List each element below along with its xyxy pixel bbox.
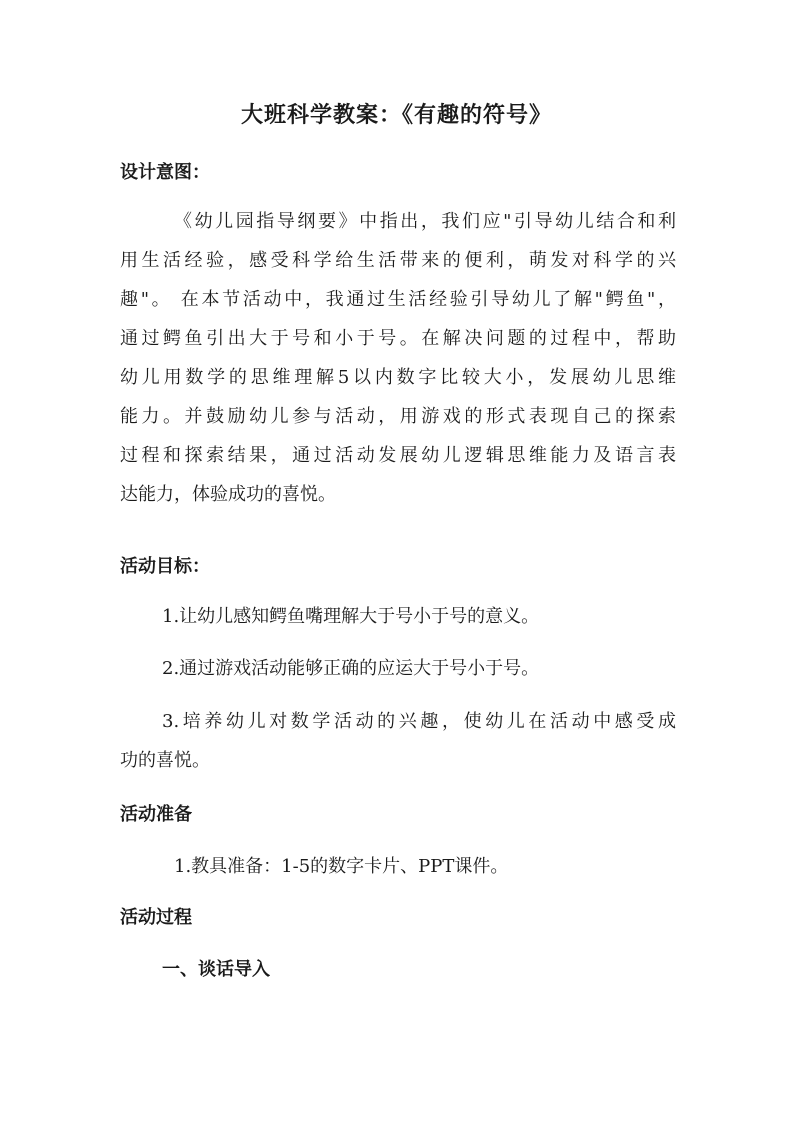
process-subheading-1: 一、谈话导入 (162, 959, 270, 980)
design-intent-heading: 设计意图： (120, 162, 210, 183)
goal-item-3 (120, 702, 676, 780)
document-title: 大班科学教案：《有趣的符号》 (240, 102, 552, 128)
process-heading: 活动过程 (120, 907, 192, 928)
paragraph-line: 过程和探索结果，通过活动发展幼儿逻辑思维能力及语言表 (120, 445, 676, 466)
goal-item-3-line: 功的喜悦。 (120, 750, 210, 771)
goal-item-2: 2.通过游戏活动能够正确的应运大于号小于号。 (162, 658, 540, 679)
paragraph-line: 通过鳄鱼引出大于号和小于号。在解决问题的过程中，帮助 (120, 328, 676, 349)
design-intent-paragraph (120, 202, 676, 514)
paragraph-line: 幼儿用数学的思维理解5以内数字比较大小，发展幼儿思维 (120, 367, 676, 388)
goal-item-3-line: 3.培养幼儿对数学活动的兴趣，使幼儿在活动中感受成 (162, 711, 676, 732)
paragraph-line: 能力。并鼓励幼儿参与活动，用游戏的形式表现自己的探索 (120, 406, 676, 427)
paragraph-line: 《幼儿园指导纲要》中指出，我们应"引导幼儿结合和利 (174, 211, 676, 232)
goals-heading: 活动目标： (120, 556, 210, 577)
paragraph-line: 达能力，体验成功的喜悦。 (120, 484, 336, 505)
goal-item-1: 1.让幼儿感知鳄鱼嘴理解大于号小于号的意义。 (162, 606, 540, 627)
preparation-item-1: 1.教具准备：1-5的数字卡片、PPT课件。 (174, 856, 509, 877)
preparation-heading: 活动准备 (120, 804, 192, 825)
paragraph-line: 趣"。 在本节活动中，我通过生活经验引导幼儿了解"鳄鱼"， (120, 289, 676, 310)
paragraph-line: 用生活经验，感受科学给生活带来的便利，萌发对科学的兴 (120, 250, 676, 271)
